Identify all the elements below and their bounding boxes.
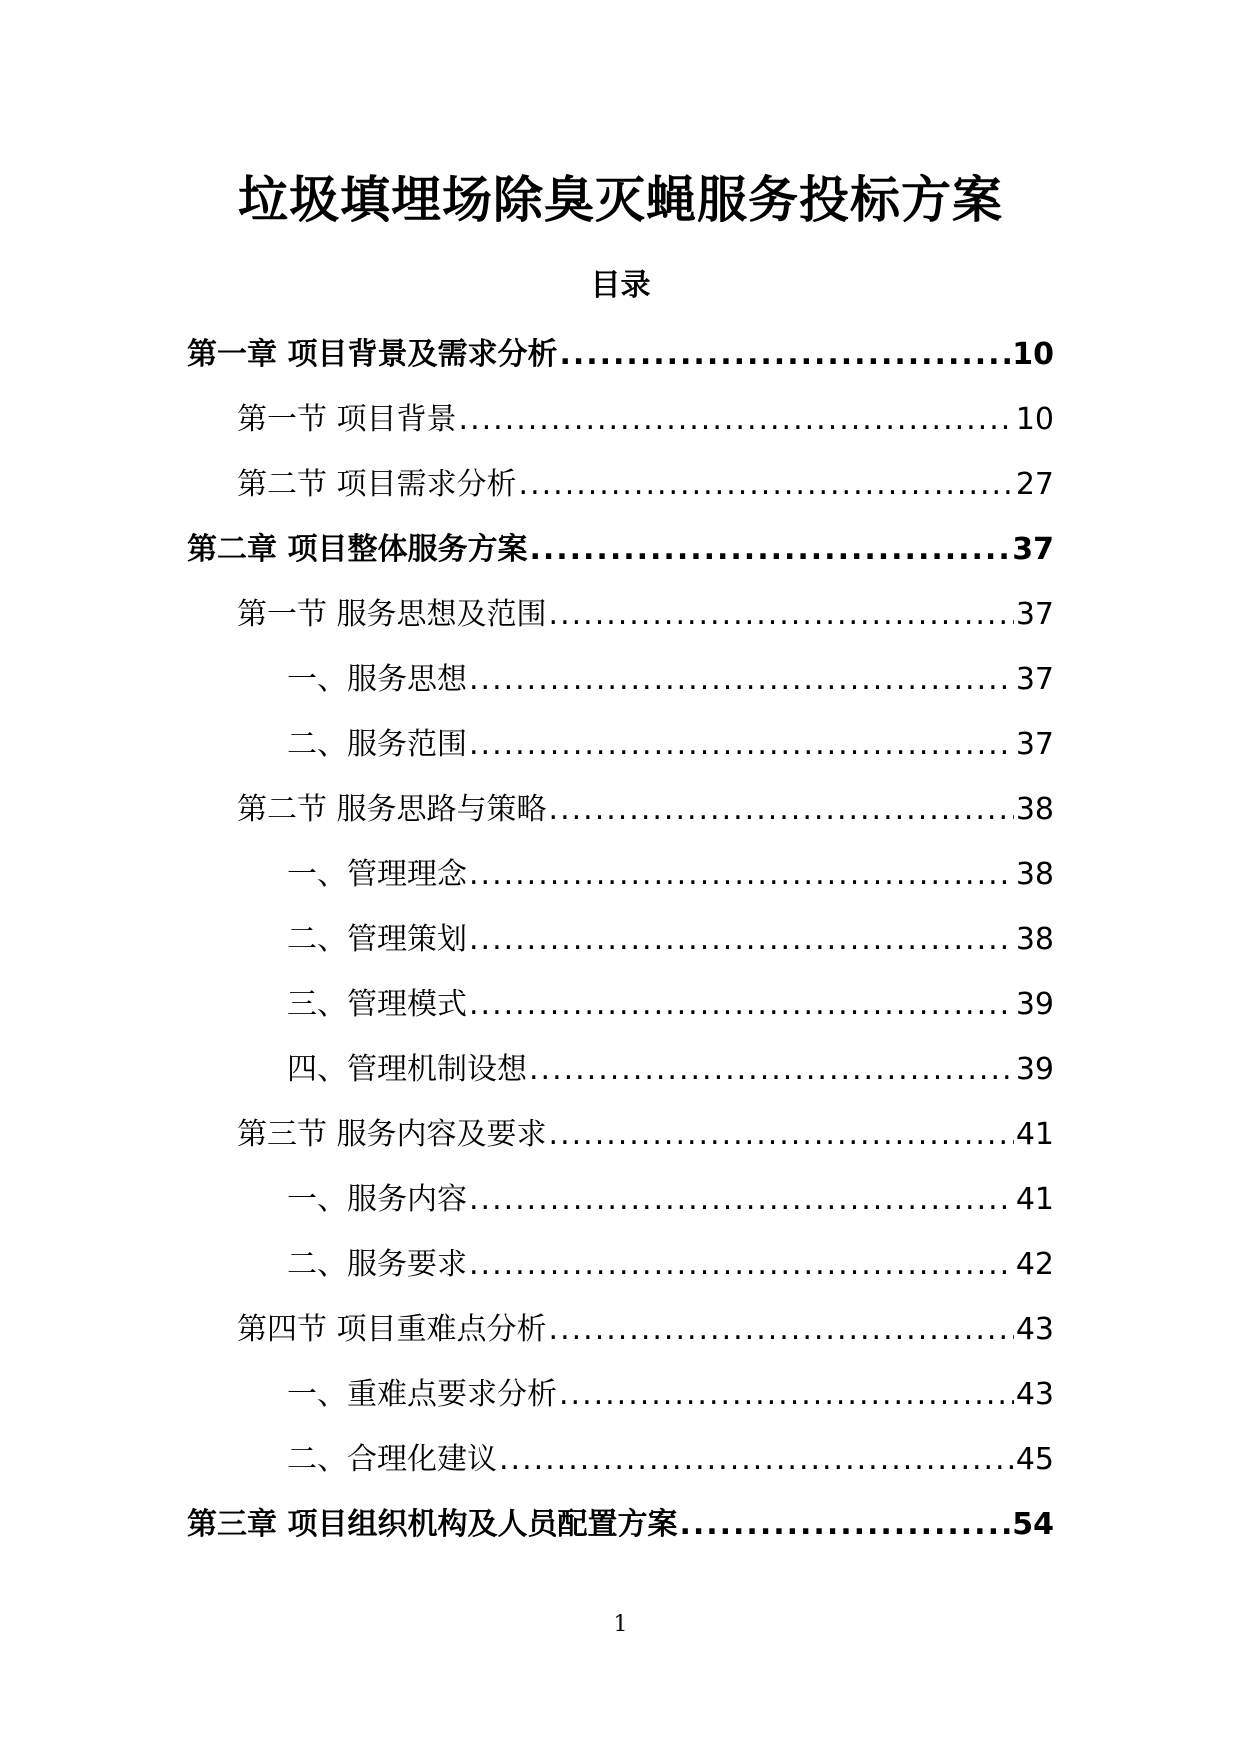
toc-dot-leader — [549, 582, 1014, 647]
toc-dot-leader — [469, 907, 1014, 972]
toc-entry-title: 二、服务范围 — [287, 727, 467, 762]
toc-dot-leader — [469, 1167, 1014, 1232]
toc-entry-page: 10 — [1012, 337, 1054, 372]
toc-subsection-entry[interactable] — [187, 1427, 1054, 1492]
toc-entry-title: 第一节 服务思想及范围 — [237, 597, 547, 632]
toc-subsection-entry[interactable] — [187, 842, 1054, 907]
toc-subsection-entry[interactable] — [187, 1167, 1054, 1232]
toc-entry-page: 38 — [1015, 857, 1054, 892]
toc-subsection-entry[interactable] — [187, 1362, 1054, 1427]
toc-section-entry[interactable] — [187, 452, 1054, 517]
table-of-contents — [187, 322, 1054, 1557]
toc-entry-title: 第二节 服务思路与策略 — [237, 792, 547, 827]
toc-entry-title: 第二节 项目需求分析 — [237, 467, 517, 502]
toc-entry-page: 37 — [1012, 532, 1054, 567]
toc-entry-title: 一、管理理念 — [287, 857, 467, 892]
toc-entry-page: 37 — [1015, 727, 1054, 762]
toc-entry-page: 37 — [1015, 597, 1054, 632]
toc-dot-leader — [559, 1362, 1014, 1427]
toc-entry-title: 三、管理模式 — [287, 987, 467, 1022]
toc-entry-title: 第三节 服务内容及要求 — [237, 1117, 547, 1152]
toc-entry-page: 41 — [1015, 1182, 1054, 1217]
toc-entry-page: 39 — [1015, 987, 1054, 1022]
toc-entry-title: 二、服务要求 — [287, 1247, 467, 1282]
toc-entry-page: 10 — [1015, 402, 1054, 437]
toc-entry-title: 二、管理策划 — [287, 922, 467, 957]
toc-entry-page: 43 — [1015, 1312, 1054, 1347]
toc-dot-leader — [469, 842, 1014, 907]
page-number: 1 — [613, 1612, 628, 1637]
toc-chapter-entry[interactable] — [187, 1492, 1054, 1557]
toc-entry-title: 一、服务思想 — [287, 662, 467, 697]
toc-entry-page: 27 — [1015, 467, 1054, 502]
toc-dot-leader — [679, 1492, 1010, 1557]
toc-dot-leader — [559, 322, 1010, 387]
document-title: 垃圾填埋场除臭灭蝇服务投标方案 — [238, 171, 1003, 229]
toc-subsection-entry[interactable] — [187, 712, 1054, 777]
toc-entry-title: 一、重难点要求分析 — [287, 1377, 557, 1412]
toc-dot-leader — [499, 1427, 1014, 1492]
toc-dot-leader — [529, 517, 1010, 582]
toc-entry-title: 第三章 项目组织机构及人员配置方案 — [187, 1507, 678, 1542]
toc-entry-title: 第四节 项目重难点分析 — [237, 1312, 547, 1347]
toc-subsection-entry[interactable] — [187, 972, 1054, 1037]
toc-section-entry[interactable] — [187, 1297, 1054, 1362]
toc-dot-leader — [459, 387, 1014, 452]
toc-heading: 目录 — [590, 268, 651, 303]
toc-entry-page: 37 — [1015, 662, 1054, 697]
toc-section-entry[interactable] — [187, 777, 1054, 842]
toc-subsection-entry[interactable] — [187, 647, 1054, 712]
toc-entry-title: 第二章 项目整体服务方案 — [187, 532, 528, 567]
toc-entry-title: 第一章 项目背景及需求分析 — [187, 337, 558, 372]
toc-dot-leader — [519, 452, 1014, 517]
toc-entry-page: 38 — [1015, 922, 1054, 957]
toc-subsection-entry[interactable] — [187, 1232, 1054, 1297]
toc-chapter-entry[interactable] — [187, 322, 1054, 387]
toc-dot-leader — [549, 777, 1014, 842]
toc-entry-page: 39 — [1015, 1052, 1054, 1087]
toc-section-entry[interactable] — [187, 1102, 1054, 1167]
toc-entry-page: 54 — [1012, 1507, 1054, 1542]
toc-chapter-entry[interactable] — [187, 517, 1054, 582]
toc-dot-leader — [469, 647, 1014, 712]
toc-entry-title: 四、管理机制设想 — [287, 1052, 527, 1087]
toc-entry-page: 38 — [1015, 792, 1054, 827]
toc-subsection-entry[interactable] — [187, 907, 1054, 972]
toc-dot-leader — [529, 1037, 1014, 1102]
toc-dot-leader — [549, 1102, 1014, 1167]
toc-dot-leader — [469, 1232, 1014, 1297]
toc-subsection-entry[interactable] — [187, 1037, 1054, 1102]
toc-section-entry[interactable] — [187, 582, 1054, 647]
toc-dot-leader — [549, 1297, 1014, 1362]
toc-section-entry[interactable] — [187, 387, 1054, 452]
toc-entry-title: 第一节 项目背景 — [237, 402, 457, 437]
toc-entry-title: 一、服务内容 — [287, 1182, 467, 1217]
toc-dot-leader — [469, 712, 1014, 777]
toc-entry-page: 42 — [1015, 1247, 1054, 1282]
toc-entry-page: 45 — [1015, 1442, 1054, 1477]
toc-dot-leader — [469, 972, 1014, 1037]
toc-entry-page: 43 — [1015, 1377, 1054, 1412]
toc-entry-page: 41 — [1015, 1117, 1054, 1152]
toc-entry-title: 二、合理化建议 — [287, 1442, 497, 1477]
